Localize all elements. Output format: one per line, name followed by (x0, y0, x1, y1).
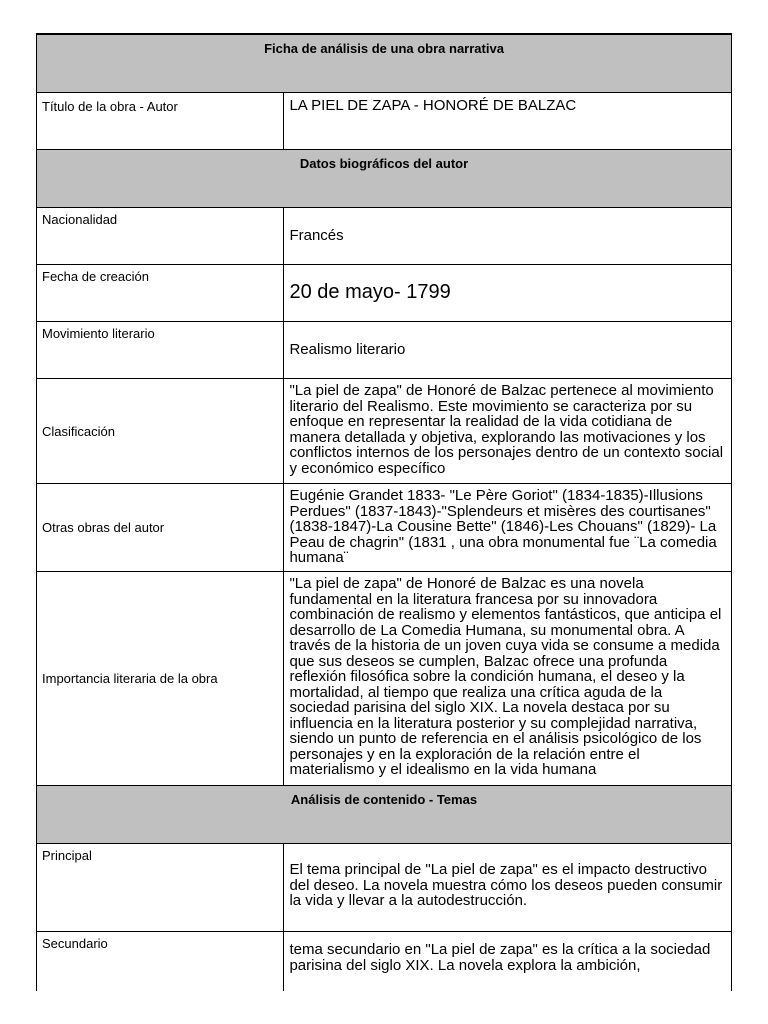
analysis-sheet (36, 33, 732, 991)
bio-section-title: Datos biográficos del autor (37, 150, 732, 208)
date-label: Fecha de creación (37, 265, 284, 322)
nationality-label: Nacionalidad (37, 208, 284, 265)
header-row (37, 35, 732, 93)
principal-value: El tema principal de "La piel de zapa" es el impacto destructivo del deseo. La novela muestra cómo los deseos pueden consumir la vida y llevar a la autodestrucción. (284, 844, 732, 932)
classification-row (37, 379, 732, 484)
secondary-value: tema secundario en "La piel de zapa" es la crítica a la sociedad parisina del siglo XIX. La novela explora la ambición, (284, 932, 732, 992)
nationality-row (37, 208, 732, 265)
sheet-title: Ficha de análisis de una obra narrativa (37, 35, 732, 93)
movement-label: Movimiento literario (37, 322, 284, 379)
movement-row (37, 322, 732, 379)
classification-value: "La piel de zapa" de Honoré de Balzac pertenece al movimiento literario del Realismo. Este movimiento se caracteriza por su enfoque en representar la realidad de la vida cotidiana de manera detallada y objetiva, explorando las motivaciones y los conflictos internos de los personajes dentro de un contexto social y económico específico (284, 379, 732, 484)
title-label: Título de la obra - Autor (37, 93, 284, 150)
title-value: LA PIEL DE ZAPA - HONORÉ DE BALZAC (284, 93, 732, 150)
principal-row (37, 844, 732, 932)
other-works-label: Otras obras del autor (37, 484, 284, 572)
principal-label: Principal (37, 844, 284, 932)
date-value: 20 de mayo- 1799 (284, 265, 732, 322)
importance-value: "La piel de zapa" de Honoré de Balzac es una novela fundamental en la literatura francesa por su innovadora combinación de realismo y elementos fantásticos, que anticipa el desarrollo de La Comedia Humana, su monumental obra. A través de la historia de un joven cuya vida se consume a medida que sus deseos se cumplen, Balzac ofrece una profunda reflexión filosófica sobre la condición humana, el deseo y la mortalidad, al tiempo que realiza una crítica aguda de la sociedad parisina del siglo XIX. La novela destaca por su influencia en la literatura posterior y su complejidad narrativa, siendo un punto de referencia en el análisis psicológico de los personajes y en la exploración de la relación entre el materialismo y el idealismo en la vida humana (284, 572, 732, 786)
secondary-label: Secundario (37, 932, 284, 992)
other-works-row (37, 484, 732, 572)
nationality-value: Francés (284, 208, 732, 265)
content-section-title: Análisis de contenido - Temas (37, 786, 732, 844)
other-works-value: Eugénie Grandet 1833- "Le Père Goriot" (1834-1835)-Illusions Perdues" (1837-1843)-"Splendeurs et misères des courtisanes" (1838-1847)-La Cousine Bette" (1846)-Les Chouans" (1829)- La Peau de chagrin" (1831 , una obra monumental fue ¨La comedia humana¨ (284, 484, 732, 572)
importance-row (37, 572, 732, 786)
importance-label: Importancia literaria de la obra (37, 572, 284, 786)
bio-section-row (37, 150, 732, 208)
content-section-row (37, 786, 732, 844)
analysis-table (36, 34, 732, 991)
date-row (37, 265, 732, 322)
secondary-row (37, 932, 732, 992)
classification-label: Clasificación (37, 379, 284, 484)
title-row (37, 93, 732, 150)
movement-value: Realismo literario (284, 322, 732, 379)
